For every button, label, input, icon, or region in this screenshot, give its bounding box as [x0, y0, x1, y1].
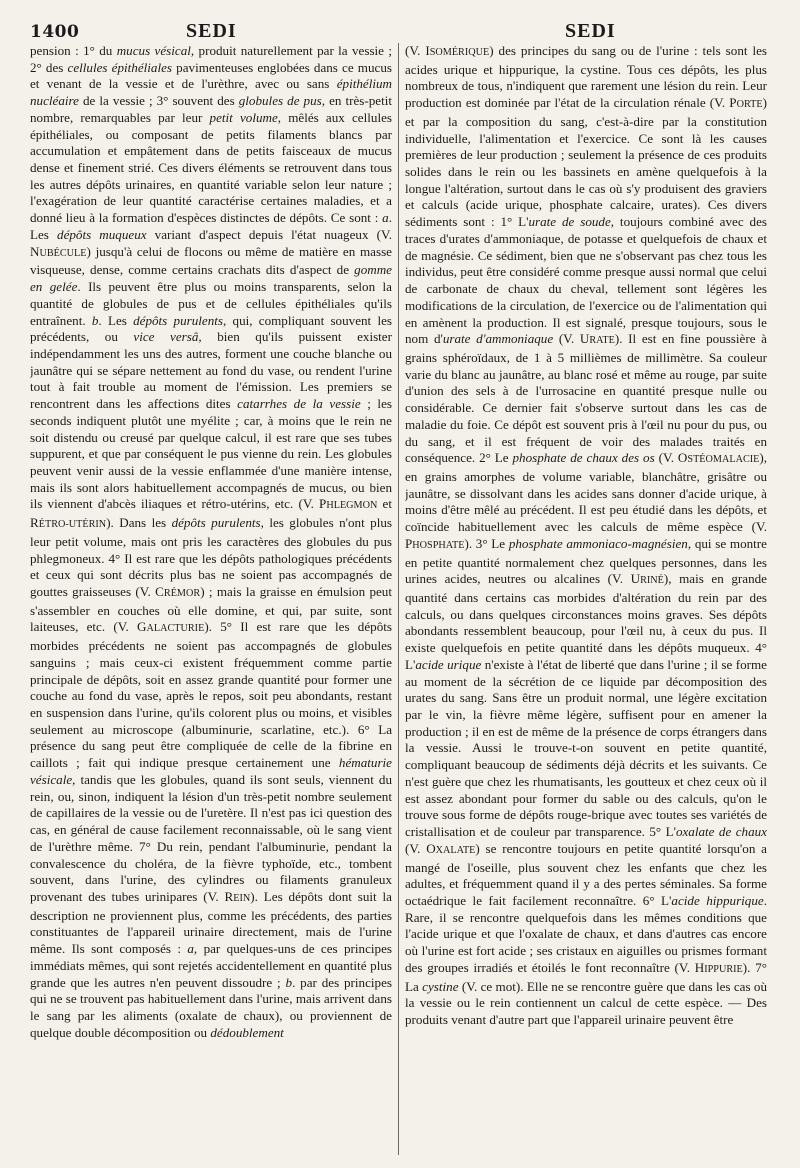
right-column [405, 43, 767, 1160]
running-head-right: SEDI [565, 20, 616, 42]
page-number: 1400 [30, 22, 80, 42]
left-column-text: pension : 1° du mucus vésical, produit naturellement par la vessie ; 2° des cellules épithéliales pavimenteuses englobées dans ce mucus et venant de la vessie et de l'urèthre, avec ou sans épithélium nucléaire de la vessie ; 3° souvent des globules de pus, en très-petit nombre, remarquables par leur petit volume, mêlés aux cellules épithéliales, ou composant de petits filaments blancs par accumulation et empâtement dans de petits faisceaux de mucus dense et finement strié. Ces divers éléments se retrouvent dans tous les autres dépôts urinaires, en quantité variable selon leur nature ; l'exagération de leur quantité caractérise certaines maladies, et a donné lieu à la formation d'espèces distinctes de dépôts. Ce sont : a. Les dépôts muqueux variant d'aspect depuis l'état nuageux (V. NUBÉCULE) jusqu'à celui de flocons ou même de matière en masse visqueuse, dense, comme certains crachats dits d'aspect de gomme en gelée. Ils peuvent être plus ou moins transparents, selon la quantité de globules de pus et de cellules épithéliales qu'ils entraînent. b. Les dépôts purulents, qui, compliquant souvent les précédents, ou vice versâ, bien qu'ils puissent exister indépendamment les uns des autres, forment une couche blanche ou jaunâtre qui se sépare nettement au fond du vase, ou rendent l'urine tout à fait trouble au moment de l'émission. Les premiers se rencontrent dans les affections dites catarrhes de la vessie ; les seconds indiquent plutôt une myélite ; car, à moins que le rein ne soit distendu ou creusé par quelque calcul, il est rare que ses tubes suppurent, et que par conséquent le pus vienne du rein. Les globules peuvent venir aussi de la vessie enflammée d'une manière intense, mais ils sont alors habituellement accompagnés de mucus, ou bien ils viennent d'abcès iliaques et rétro-utérins, etc. (V. PHLEGMON et RÉTRO-UTÉRIN). Dans les dépôts purulents, les globules n'ont plus leur petit volume, mais ont pris les caractères des globules du pus phlegmoneux. 4° Il est rare que les dépôts pathologiques précédents et ceux qui sont décrits plus bas ne soient pas accompagnés de gouttes graisseuses (V. CRÉMOR) ; mais la graisse en émulsion peut s'assembler en couches où elle domine, et qui, par suite, sont laiteuses, etc. (V. GALACTURIE). 5° Il est rare que les dépôts morbides précédents ne soient pas accompagnés de globules sanguins ; mais ceux-ci existent fréquemment comme partie principale de dépôts, soit en assez grande quantité pour former une couche au fond du vase, après le repos, soit peu abondants, restant en suspension dans l'urine, qu'ils colorent plus ou moins, et visibles seulement au microscope (albuminurie, scarlatine, etc.). 6° La présence du sang peut être compliquée de celle de la fibrine en caillots ; fait qui indique presque certainement une hématurie vésicale, tandis que les globules, quand ils sont seuls, viennent du rein, ou, sinon, indiquent la lésion d'un très-petit nombre seulement de capillaires de la vessie ou de l'uretère. Il n'est pas ici question des cas, en général de cause facilement reconnaissable, où le sang vient de l'urèthre même. 7° Du rein, pendant l'albuminurie, pendant la convalescence du choléra, de la fièvre typhoïde, etc., tombent souvent, dans l'urine, des cylindres ou filaments granuleux provenant des tubes urinipares (V. REIN). Les dépôts dont suit la description ne proviennent plus, comme les précédents, des parties constituantes de l'appareil urinaire directement, mais de l'urine même. Ils sont composés : a, par quelques-uns de ces principes immédiats mêmes, qui sont rejetés accidentellement en quantité plus grande que les autres n'en peuvent dissoudre ; b. par des principes qui ne se trouvent pas habituellement dans l'urine, mais arrivent dans le sang par les aliments (oxalate de chaux), ou proviennent de quelque double décomposition ou dédoublement [30, 43, 392, 1040]
left-column [30, 43, 392, 1160]
page-header [0, 12, 800, 46]
running-head-left: SEDI [186, 20, 237, 42]
right-column-text: (V. ISOMÉRIQUE) des principes du sang ou de l'urine : tels sont les acides urique et hippurique, la cystine. Tous ces dépôts, les plus nombreux de tous, n'indiquent que rarement une lésion du rein. Leur production est dominée par l'état de la circulation rénale (V. PORTE) et par la composition du sang, c'est-à-dire par la constitution individuelle, l'alimentation et l'exercice. Ce sont là les causes premières de leur production ; seulement la présence de ces produits solides dans le rein ou les bassinets en amène quelquefois à la longue l'altération, surtout dans le cas où s'y produisent des graviers et calculs (acide urique, phosphate calcaire, urates). Ces divers sédiments sont : 1° L'urate de soude, toujours combiné avec des traces d'urates d'ammoniaque, de potasse et quelquefois de chaux et de magnésie. Ce sédiment, bien que ne s'observant pas chez tous les individus, peut être considéré comme presque aussi normal que celui de carbonate de chaux du cheval, tellement sont légères les modifications de la circulation, de l'exercice ou de l'alimentation qui en amènent la production. Il est signalé, presque toujours, sous le nom d'urate d'ammoniaque (V. URATE). Il est en fine poussière à grains sphéroïdaux, de 1 à 5 millièmes de millimètre. Sa couleur varie du blanc au jaunâtre, au blanc rosé et même au rouge, par suite d'union des sels à de l'urrosacine en quantité presque nulle ou considérable. Ce dernier fait s'observe surtout dans les cas de maladie du foie. Ce dépôt est souvent pris à l'œil nu pour du pus, ou du sang, et il est fréquent de voir des malades traités en conséquence. 2° Le phosphate de chaux des os (V. OSTÉOMALACIE), en grains amorphes de volume variable, blanchâtre, grisâtre ou jaunâtre, se dissolvant dans les acides sans donner d'acide urique, à moins d'être mêlé au précédent. Il est peu étudié dans les dépôts, et coïncide habituellement avec les calculs de même espèce (V. PHOSPHATE). 3° Le phosphate ammoniaco-magnésien, qui se montre en petite quantité normalement chez quelques personnes, dans les urines acides, neutres ou alcalines (V. URINÉ), mais en grande quantité dans certains cas morbides d'altération du rein par des calculs, ou dans quelques circonstances moins graves. Ses dépôts abondants ressemblent beaucoup, pour l'œil nu, à ceux du pus. Il existe quelquefois en petite quantité dans les dépôts muqueux. 4° L'acide urique n'existe à l'état de liberté que dans l'urine ; il se forme au moment de la sécrétion de ce liquide par décomposition des urates du sang. Sans être un produit normal, une légère excitation par le vin, la fièvre même légère, suffisent pour en amener la production ; il en est de même de la présence de corps étrangers dans la vessie. Aussi le trouve-t-on souvent en petite quantité, compliquant beaucoup de sédiments déjà décrits et les suivants. Ce n'est guère que chez les rhumatisants, les goutteux et chez ceux où il est assez abondant pour former du sable ou des calculs, qu'on le trouve sous forme de dépôts rouge-brique avec toutes ses variétés de cristallisation et de couleur par transparence. 5° L'oxalate de chaux (V. OXALATE) se rencontre toujours en petite quantité lorsqu'on a mangé de l'oseille, plus souvent chez les enfants que chez les adultes, et fréquemment quand il y a des pertes séminales. Sa forme octaédrique le fait facilement reconnaître. 6° L'acide hippurique. Rare, il se rencontre quelquefois dans les mêmes conditions que l'acide urique et que l'oxalate de chaux, et dans d'autres cas encore où l'urine est fort acide ; ses cristaux en aiguilles ou prismes formant des groupes irradiés et étoilés le font reconnaître (V. HIPPURIE). 7° La cystine (V. ce mot). Elle ne se rencontre guère que dans les cas où la vessie ou le rein contiennent un calcul de cette espèce. — Des produits venant d'autre part que l'appareil urinaire peuvent être [405, 43, 767, 1027]
column-divider [398, 43, 399, 1155]
